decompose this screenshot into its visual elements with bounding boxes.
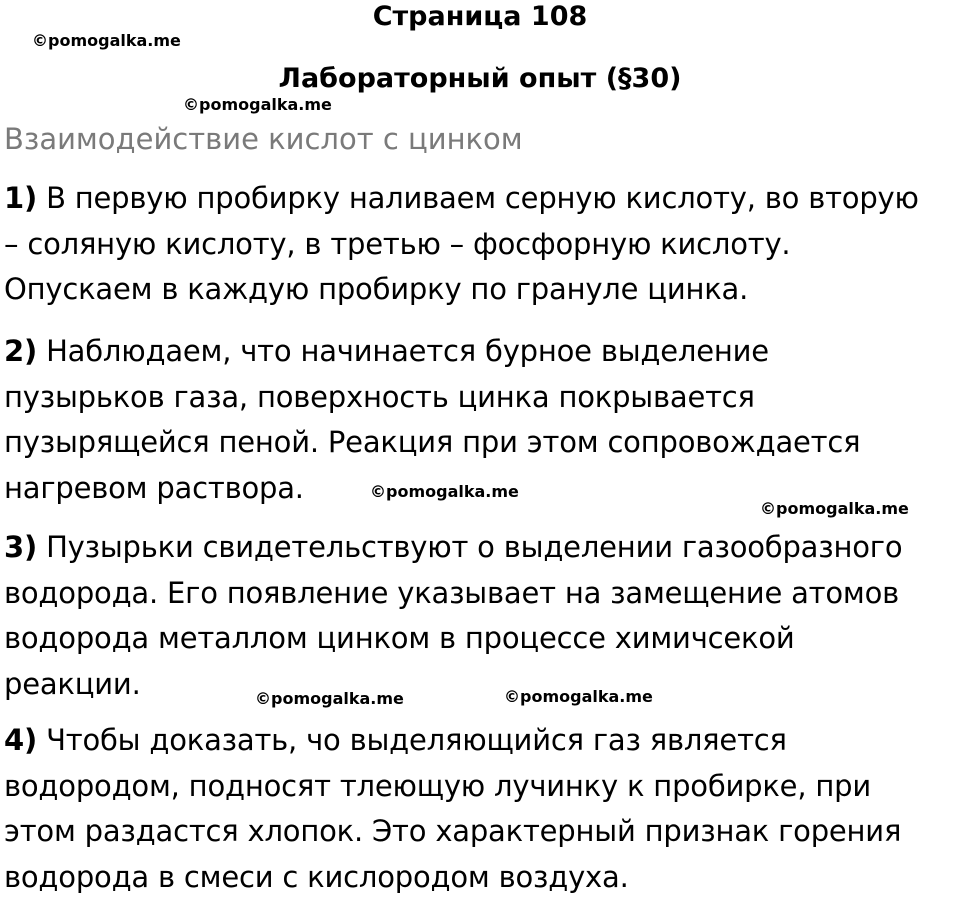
paragraph-1 [4,176,958,313]
paragraph-number: 3) [4,530,38,564]
watermark: ©pomogalka.me [760,499,909,518]
paragraph-line [4,329,958,375]
watermark: ©pomogalka.me [32,31,181,50]
paragraph-line: реакции. [4,666,141,701]
page-number-title: Страница 108 [372,1,588,32]
watermark: ©pomogalka.me [255,689,404,708]
paragraph-text: Пузырьки свидетельствуют о выделении газообразного [37,530,903,564]
paragraph-line [4,176,958,222]
paragraph-line: пузырящейся пеной. Реакция при этом сопровождается [4,425,861,459]
paragraph-line [4,525,958,571]
section-subtitle: Взаимодействие кислот с цинком [4,122,523,156]
paragraph-number: 4) [4,723,38,757]
paragraph-text: Наблюдаем, что начинается бурное выделение [37,334,769,368]
paragraph-line: пузырьков газа, поверхность цинка покрывается [4,379,755,414]
paragraph-line: водорода. Его появление указывает на замещение атомов [4,575,900,610]
paragraph-number: 1) [4,181,38,215]
watermark: ©pomogalka.me [183,95,332,114]
paragraph-line: водородом, подносят тлеющую лучинку к пробирке, при [4,768,871,803]
lab-title: Лабораторный опыт (§30) [278,63,682,94]
paragraph-line: водорода в смеси с кислородом воздуха. [4,859,629,894]
paragraph-line [4,718,958,764]
paragraph-text: В первую пробирку наливаем серную кислоту, во вторую [37,181,919,215]
paragraph-line: нагревом раствора. [4,470,304,505]
paragraph-line: Опускаем в каждую пробирку по грануле цинка. [4,272,749,306]
paragraph-number: 2) [4,334,38,368]
paragraph-line: – соляную кислоту, в третью – фосфорную кислоту. [4,226,791,261]
paragraph-text: Чтобы доказать, чо выделяющийся газ является [37,723,787,757]
paragraph-line: водорода металлом цинком в процессе химичсекой [4,621,795,655]
watermark: ©pomogalka.me [370,482,519,501]
paragraph-line: этом раздастся хлопок. Это характерный признак горения [4,814,902,848]
paragraph-3 [4,525,958,707]
paragraph-4 [4,718,958,900]
watermark: ©pomogalka.me [504,687,653,706]
